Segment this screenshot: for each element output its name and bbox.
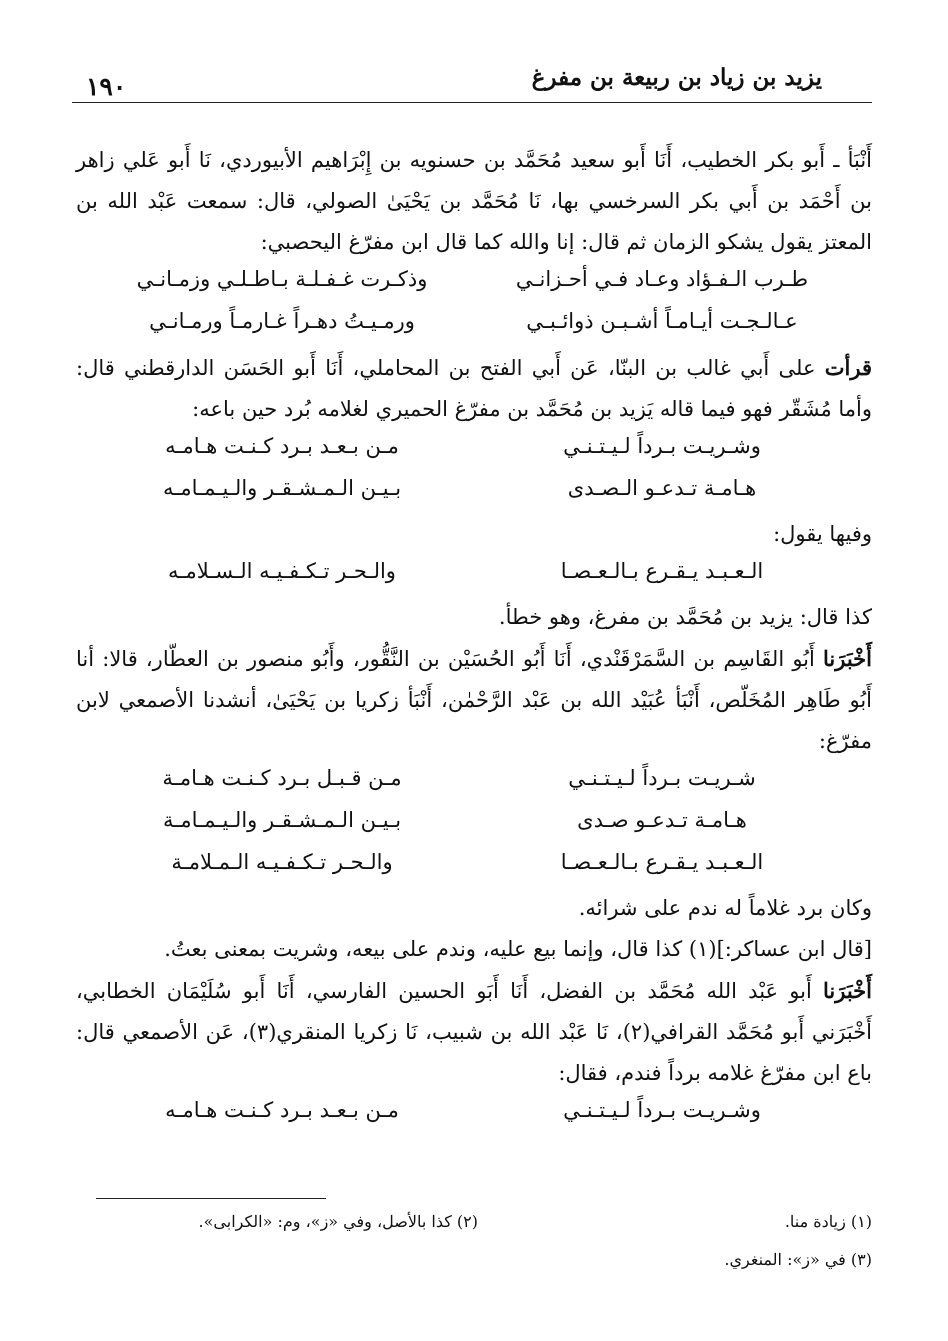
paragraph-akhbarana-2	[76, 970, 872, 1094]
verse-hemistich-second: بـيـن الـمـشـقـر والـيـمـامـة	[162, 808, 402, 832]
paragraph-text: على أَبي غالب بن البنّا، عَن أَبي الفتح بن المحاملي، أَنَا أَبو الحَسَن الدارقطني قال: وأما مُشَقّر فهو فيما قاله يَزيد بن مُحَمَّد بن مفرّغ الحميري لغلامه بُرد حين باعه:	[76, 356, 872, 421]
verse-line	[76, 263, 872, 305]
verse-hemistich-first: هـامـة تـدعـو الـصـدى	[567, 476, 757, 500]
verse-hemistich-second: والـحـر تـكـفـيـه الـسـلامـه	[168, 559, 396, 583]
verse-line	[76, 762, 872, 804]
header-rule	[72, 102, 872, 103]
verse-line	[76, 472, 872, 514]
verse-hemistich-second: وذكـرت غـفـلـة بـاطـلـي وزمـانـي	[136, 267, 428, 291]
paragraph-akhbarana-1	[76, 638, 872, 762]
verse-hemistich-first: الـعـبـد يـقـرع بـالـعـصـا	[560, 850, 764, 874]
footnote-1: (١) زيادة منا.	[784, 1212, 872, 1231]
verse-line	[76, 804, 872, 846]
paragraph-text: أَبُو القَاسِم بن السَّمَرْقَنْدي، أَنَا أَبُو الحُسَيْن بن النَّقُّور، وأَبُو منصور بن العطّار، قالا: أنا أَبُو طَاهِر المُخَلّص، أَنْبَأ عُبَيْد الله بن عَبْد الرَّحْمٰن، أَنْبَأ زكريا بن يَحْيَىٰ، أنشدنا الأصمعي لابن مفرّغ:	[76, 647, 872, 753]
paragraph-isnad-1: أَنْبَأ ـ أَبو بكر الخطيب، أَنَا أَبو سعيد مُحَمَّد بن حسنويه بن إِبْرَاهيم الأبيوردي، نَا أَبو عَلي زاهر بن أَحْمَد بن أَبي بكر السرخسي بها، نَا مُحَمَّد بن يَحْيَىٰ الصولي، قال: سمعت عَبْد الله بن المعتز يقول يشكو الزمان ثم قال: إنا والله كما قال ابن مفرّغ اليحصبي:	[76, 148, 872, 254]
verse-hemistich-first: شـريـت بـرداً لـيـتـنـي	[568, 766, 756, 790]
verse-hemistich-second: مـن بـعـد بـرد كـنـت هـامـه	[165, 434, 399, 458]
verse-hemistich-second: ورمـيـتُ دهـراً غـارمـاً ورمـانـي	[149, 309, 415, 333]
page-number: ١٩٠	[86, 72, 127, 101]
verse-hemistich-second: مـن بـعـد بـرد كـنـت هـامـه	[165, 1098, 399, 1122]
footnote-2: (٢) كذا بالأصل، وفي «ز»، وم: «الكرابى».	[198, 1212, 478, 1231]
footnote-rule	[96, 1198, 326, 1199]
paragraph-qara-tu	[76, 347, 872, 430]
paragraph-text: أَبو عَبْد الله مُحَمَّد بن الفضل، أَنَا أَبَو الحسين الفارسي، أَنَا أَبو سُلَيْمَان الخطابي، أَخْبَرَني أَبو مُحَمَّد القرافي(٢)، نَا عَبْد الله بن شبيب، نَا زكريا المنقري(٣)، عَن الأصمعي قال: باع ابن مفرّغ غلامه برداً فندم، فقال:	[76, 979, 873, 1085]
verse-hemistich-first: عـالـجـت أيـامـاً أشـبـن ذوائـبـي	[526, 309, 798, 333]
verse-line	[76, 305, 872, 347]
verse-hemistich-second: والـحـر تـكـفـيـه الـمـلامـة	[171, 850, 393, 874]
verse-hemistich-first: هـامـة تـدعـو صـدى	[577, 808, 747, 832]
verse-hemistich-second: مـن قـبـل بـرد كـنـت هـامـة	[162, 766, 402, 790]
page-body	[76, 140, 872, 1136]
paragraph-ibn-asakir: [قال ابن عساكر:](١) كذا قال، وإنما بيع عليه، وندم على بيعه، وشريت بمعنى بعتُ.	[164, 937, 872, 961]
verse-hemistich-first: وشـريـت بـرداً لـيـتـنـي	[563, 434, 761, 458]
paragraph-note: وكان برد غلاماً له ندم على شرائه.	[578, 896, 872, 920]
paragraph-lead-word: أَخْبَرَنا	[823, 646, 872, 671]
paragraph-lead-word: قرأت	[824, 355, 872, 380]
verse-line	[76, 555, 872, 597]
paragraph-intro-verse: وفيها يقول:	[773, 522, 872, 546]
footnote-3: (٣) في «ز»: المنغري.	[724, 1250, 872, 1269]
verse-line	[76, 430, 872, 472]
verse-hemistich-first: الـعـبـد يـقـرع بـالـعـصـا	[560, 559, 764, 583]
running-header	[72, 58, 872, 104]
verse-hemistich-first: وشـريـت بـرداً لـيـتـنـي	[563, 1098, 761, 1122]
verse-hemistich-first: طـرب الـفـؤاد وعـاد فـي أحـزانـي	[515, 267, 809, 291]
header-title: يزيد بن زياد بن ربيعة بن مفرغ	[531, 64, 822, 91]
paragraph-lead-word: أَخْبَرَنا	[823, 978, 872, 1003]
verse-hemistich-second: بـيـن الـمـشـقـر والـيـمـامـه	[162, 476, 402, 500]
verse-line	[76, 846, 872, 888]
paragraph-correction: كذا قال: يزيد بن مُحَمَّد بن مفرغ، وهو خطأ.	[498, 605, 872, 629]
verse-line	[76, 1094, 872, 1136]
